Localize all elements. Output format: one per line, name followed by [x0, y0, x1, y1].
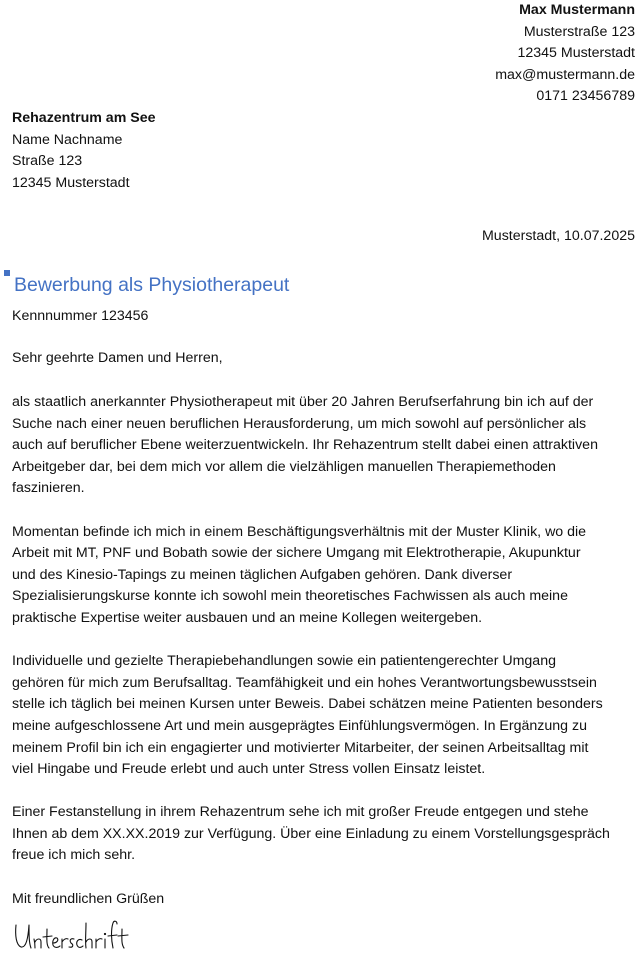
closing-phrase: Mit freundlichen Grüßen — [12, 891, 165, 907]
sender-phone: 0171 23456789 — [536, 88, 635, 105]
text-line: Suche nach einer neuen beruflichen Herausforderung, um mich sowohl auf persönlicher als — [12, 415, 587, 432]
text-line: Spezialisierungskurse konnte ich sowohl mein theoretisches Fachwissen als auch meine — [12, 588, 568, 605]
recipient-organization: Rehazentrum am See — [12, 110, 156, 126]
signature-image — [12, 915, 132, 955]
paragraph — [12, 392, 628, 500]
text-line: Arbeitgeber dar, bei dem mich vor allem die vielzähligen manuellen Therapiemethoden — [12, 458, 556, 475]
heading-marker — [4, 270, 10, 276]
text-line: Momentan befinde ich mich in einem Beschäftigungsverhältnis mit der Muster Klinik, wo die — [12, 523, 587, 540]
paragraph — [12, 522, 628, 630]
text-line: viel Hingabe und Freude erlebt und auch unter Stress vollen Einsatz leistet. — [12, 761, 486, 778]
text-line: als staatlich anerkannter Physiotherapeut mit über 20 Jahren Berufserfahrung bin ich auf der — [12, 394, 594, 410]
sender-name: Max Mustermann — [519, 2, 635, 18]
sender-address-block — [495, 0, 635, 108]
sender-email: max@mustermann.de — [495, 66, 635, 83]
recipient-address-block — [12, 108, 156, 194]
text-line: Einer Festanstellung in ihrem Rehazentrum sehe ich mit großer Freude entgegen und stehe — [12, 804, 589, 821]
paragraph — [12, 802, 628, 867]
text-line: freue ich mich sehr. — [12, 847, 136, 864]
salutation: Sehr geehrte Damen und Herren, — [12, 350, 223, 366]
reference-number: Kennnummer 123456 — [12, 308, 149, 324]
subject-heading: Bewerbung als Physiotherapeut — [14, 274, 290, 296]
letter-date: Musterstadt, 10.07.2025 — [481, 228, 635, 244]
sender-city: 12345 Musterstadt — [517, 45, 635, 62]
recipient-city: 12345 Musterstadt — [12, 174, 130, 191]
text-line: auch auf beruflicher Ebene weiterzuentwickeln. Ihr Rehazentrum stellt dabei einen attraktiven — [12, 437, 598, 454]
text-line: Ihnen ab dem XX.XX.2019 zur Verfügung. Über eine Einladung zu einem Vorstellungsgespräch — [12, 825, 610, 842]
letter-body — [12, 392, 628, 889]
text-line: Arbeit mit MT, PNF und Bobath sowie der sichere Umgang mit Elektrotherapie, Akupunktur — [12, 545, 581, 562]
text-line: gehören für mich zum Berufsalltag. Teamfähigkeit und ein hohes Verantwortungsbewusstsein — [12, 674, 597, 691]
paragraph — [12, 651, 628, 781]
text-line: meinem Profil bin ich ein engagierter und motivierter Mitarbeiter, der seinen Arbeitsalltag mit — [12, 739, 589, 756]
text-line: meine aufgeschlossene Art und mein ausgeprägtes Einfühlungsvermögen. In Ergänzung zu — [12, 717, 587, 734]
recipient-street: Straße 123 — [12, 153, 83, 170]
text-line: und des Kinesio-Tapings zu meinen täglichen Aufgaben gehören. Dank diverser — [12, 566, 513, 583]
text-line: Individuelle und gezielte Therapiebehandlungen sowie ein patientengerechter Umgang — [12, 653, 556, 670]
sender-street: Musterstraße 123 — [523, 23, 635, 40]
recipient-contact: Name Nachname — [12, 131, 123, 148]
text-line: stelle ich täglich bei meinen Kursen unter Beweis. Dabei schätzen meine Patienten besonders — [12, 696, 603, 713]
text-line: praktische Expertise weiter ausbauen und an meine Kollegen weitergeben. — [12, 609, 483, 626]
text-line: faszinieren. — [12, 480, 85, 497]
